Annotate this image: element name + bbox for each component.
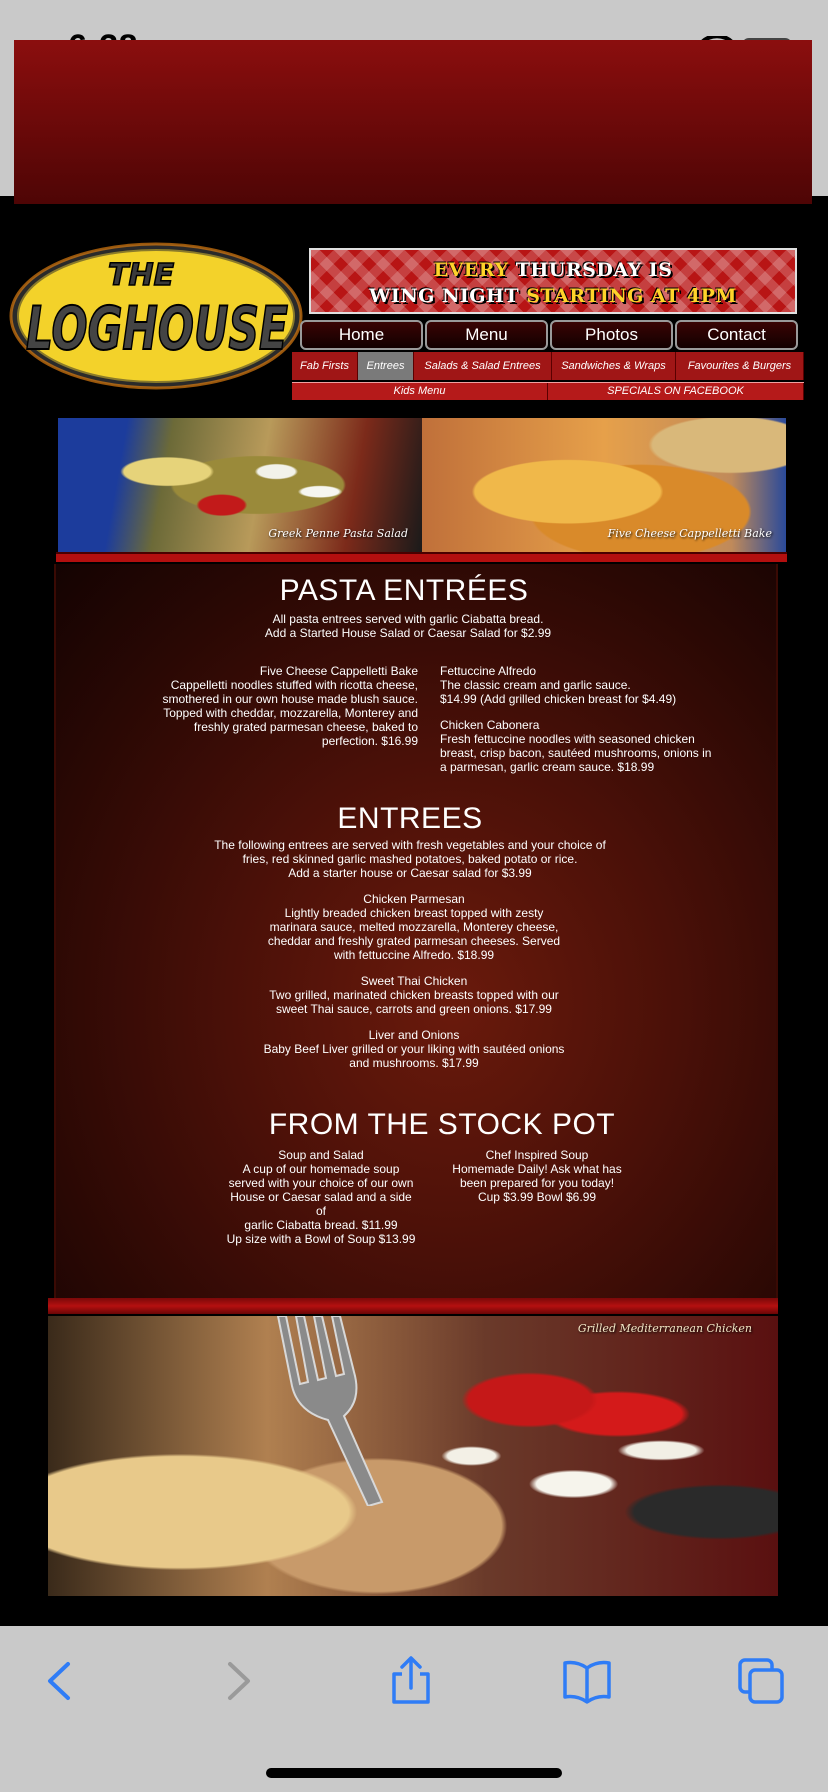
subnav-fab-firsts[interactable]: Fab Firsts	[292, 352, 358, 380]
subnav-kids-menu[interactable]: Kids Menu	[292, 383, 548, 400]
nav-menu[interactable]: Menu	[425, 320, 548, 350]
wing-night-banner: EVERY THURSDAY IS WING NIGHT STARTING AT 4PM	[309, 248, 797, 314]
bookmarks-icon[interactable]	[562, 1656, 612, 1706]
nav-photos[interactable]: Photos	[550, 320, 673, 350]
menu-content	[54, 564, 778, 1298]
menu-item-fettuccine-alfredo: Fettuccine Alfredo The classic cream and garlic sauce. $14.99 (Add grilled chicken breast for $4.49)	[440, 664, 677, 706]
greek-pasta-photo	[58, 418, 422, 552]
loghouse-logo[interactable]	[8, 241, 304, 391]
home-indicator[interactable]	[266, 1768, 562, 1778]
menu-item-sweet-thai-chicken: Sweet Thai Chicken Two grilled, marinated chicken breasts topped with our sweet Thai sauce, carrots and green onions. $17.99	[269, 974, 559, 1016]
site-header-background	[14, 40, 812, 204]
subnav-salads[interactable]: Salads & Salad Entrees	[414, 352, 552, 380]
section-title-entrees: ENTREES	[337, 802, 483, 835]
forward-icon[interactable]	[212, 1656, 262, 1706]
menu-item-cappelletti: Five Cheese Cappelletti Bake Cappelletti noodles stuffed with ricotta cheese, smothered in our own house made blush sauce. Topped with cheddar, mozzarella, Monterey and freshly grated parmesan cheese, baked to perfection. $16.99	[162, 664, 418, 748]
photo-caption: Grilled Mediterranean Chicken	[577, 1322, 752, 1335]
top-photo-strip	[58, 418, 786, 552]
menu-item-liver-onions: Liver and Onions Baby Beef Liver grilled or your liking with sautéed onions and mushrooms. $17.99	[263, 1028, 565, 1070]
pasta-intro-line: All pasta entrees served with garlic Ciabatta bread.	[272, 612, 544, 626]
menu-item-soup-and-salad: Soup and Salad A cup of our homemade soup served with your choice of our own House or Caesar salad and a side of garlic Ciabatta bread. $11.99 Up size with a Bowl of Soup $13.99	[226, 1148, 416, 1246]
fork-icon	[258, 1316, 408, 1506]
nav-contact[interactable]: Contact	[675, 320, 798, 350]
photo-caption: Greek Penne Pasta Salad	[268, 527, 408, 540]
subnav-facebook-specials[interactable]: SPECIALS ON FACEBOOK	[548, 383, 804, 400]
browser-toolbar	[0, 1626, 828, 1792]
subnav-entrees[interactable]: Entrees	[358, 352, 414, 380]
photo-caption: Five Cheese Cappelletti Bake	[607, 527, 772, 540]
entrees-intro: The following entrees are served with fresh vegetables and your choice of fries, red skinned garlic mashed potatoes, baked potato or rice. Add a starter house or Caesar salad for $3.99	[214, 838, 606, 880]
divider-bar	[56, 552, 787, 562]
nav-home[interactable]: Home	[300, 320, 423, 350]
section-title-pasta: PASTA ENTRÉES	[279, 574, 529, 607]
back-icon[interactable]	[36, 1656, 86, 1706]
share-icon[interactable]	[386, 1656, 436, 1706]
pasta-intro-line: Add a Started House Salad or Caesar Salad for $2.99	[264, 626, 552, 640]
section-title-stock-pot: FROM THE STOCK POT	[268, 1108, 616, 1141]
subnav-favourites[interactable]: Favourites & Burgers	[676, 352, 804, 380]
subnav-sandwiches[interactable]: Sandwiches & Wraps	[552, 352, 676, 380]
svg-text:THE: THE	[108, 258, 175, 293]
menu-item-chicken-cabonera: Chicken Cabonera Fresh fettuccine noodles with seasoned chicken breast, crisp bacon, sautéed mushrooms, onions in a parmesan, garlic cream sauce. $18.99	[440, 718, 712, 774]
menu-item-chef-soup: Chef Inspired Soup Homemade Daily! Ask what has been prepared for you today! Cup $3.99 Bowl $6.99	[452, 1148, 622, 1204]
cappelletti-photo	[422, 418, 786, 552]
grilled-chicken-photo	[48, 1316, 778, 1596]
menu-subnav-secondary	[292, 382, 804, 400]
tabs-icon[interactable]	[736, 1656, 786, 1706]
menu-subnav	[292, 352, 804, 380]
svg-text:LOGHOUSE: LOGHOUSE	[26, 294, 289, 364]
divider-bar	[48, 1298, 778, 1314]
main-nav	[300, 320, 798, 350]
menu-item-chicken-parmesan: Chicken Parmesan Lightly breaded chicken breast topped with zesty marinara sauce, melted mozzarella, Monterey cheese, cheddar and freshly grated parmesan cheeses. Served with fettuccine Alfredo. $18.99	[267, 892, 561, 962]
